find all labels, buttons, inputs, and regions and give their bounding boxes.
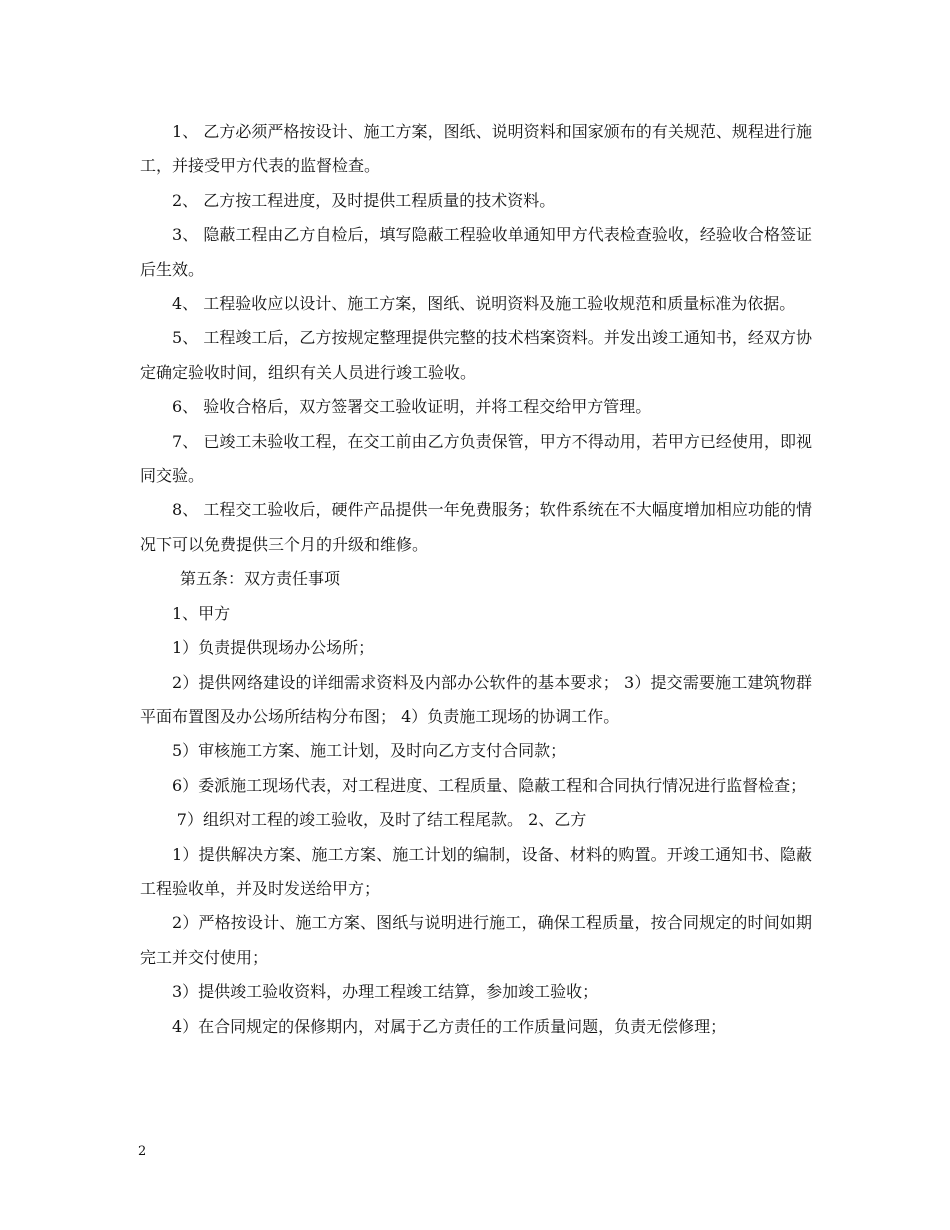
clause-3: 3、 隐蔽工程由乙方自检后，填写隐蔽工程验收单通知甲方代表检查验收，经验收合格签证后生效。 [140, 225, 812, 279]
clause-2: 2、 乙方按工程进度，及时提供工程质量的技术资料。 [172, 190, 556, 210]
party-b-item-1: 1）提供解决方案、施工方案、施工计划的编制，设备、材料的购置。开竣工通知书、隐蔽工程验收单，并及时发送给甲方； [140, 844, 812, 898]
document-body [140, 115, 812, 1044]
party-b-item-2: 2）严格按设计、施工方案、图纸与说明进行施工，确保工程质量，按合同规定的时间如期完工并交付使用； [140, 913, 812, 967]
clause-6: 6、 验收合格后，双方签署交工验收证明，并将工程交给甲方管理。 [172, 397, 652, 417]
party-a-item-5: 5）审核施工方案、施工计划，及时向乙方支付合同款； [172, 741, 567, 761]
party-a-item-1: 1）负责提供现场办公场所； [172, 638, 375, 658]
party-b-item-3: 3）提供竣工验收资料，办理工程竣工结算，参加竣工验收； [172, 982, 599, 1002]
party-a-item-6: 6）委派施工现场代表，对工程进度、工程质量、隐蔽工程和合同执行情况进行监督检查； [172, 775, 807, 795]
clause-7: 7、 已竣工未验收工程，在交工前由乙方负责保管，甲方不得动用，若甲方已经使用，即视同交验。 [140, 431, 812, 486]
page-number: 2 [138, 1144, 147, 1159]
clause-5: 5、 工程竣工后，乙方按规定整理提供完整的技术档案资料。并发出竣工通知书，经双方协定确定验收时间，组织有关人员进行竣工验收。 [140, 328, 812, 382]
party-a-item-2-4: 2）提供网络建设的详细需求资料及内部办公软件的基本要求； 3）提交需要施工建筑物群平面布置图及办公场所结构分布图； 4）负责施工现场的协调工作。 [140, 672, 812, 726]
clause-8: 8、 工程交工验收后，硬件产品提供一年免费服务；软件系统在不大幅度增加相应功能的情况下可以免费提供三个月的升级和维修。 [140, 500, 812, 554]
party-a-item-7-party-b-heading: 7）组织对工程的竣工验收，及时了结工程尾款。 2、乙方 [176, 810, 587, 830]
party-b-item-4: 4）在合同规定的保修期内，对属于乙方责任的工作质量问题，负责无偿修理； [172, 1016, 727, 1036]
clause-4: 4、 工程验收应以设计、施工方案，图纸、说明资料及施工验收规范和质量标准为依据。 [172, 294, 796, 314]
article-heading: 第五条：双方责任事项 [180, 569, 341, 589]
party-a-heading: 1、甲方 [172, 603, 231, 623]
clause-1: 1、 乙方必须严格按设计、施工方案，图纸、说明资料和国家颁布的有关规范、规程进行施工，并接受甲方代表的监督检查。 [140, 122, 812, 176]
